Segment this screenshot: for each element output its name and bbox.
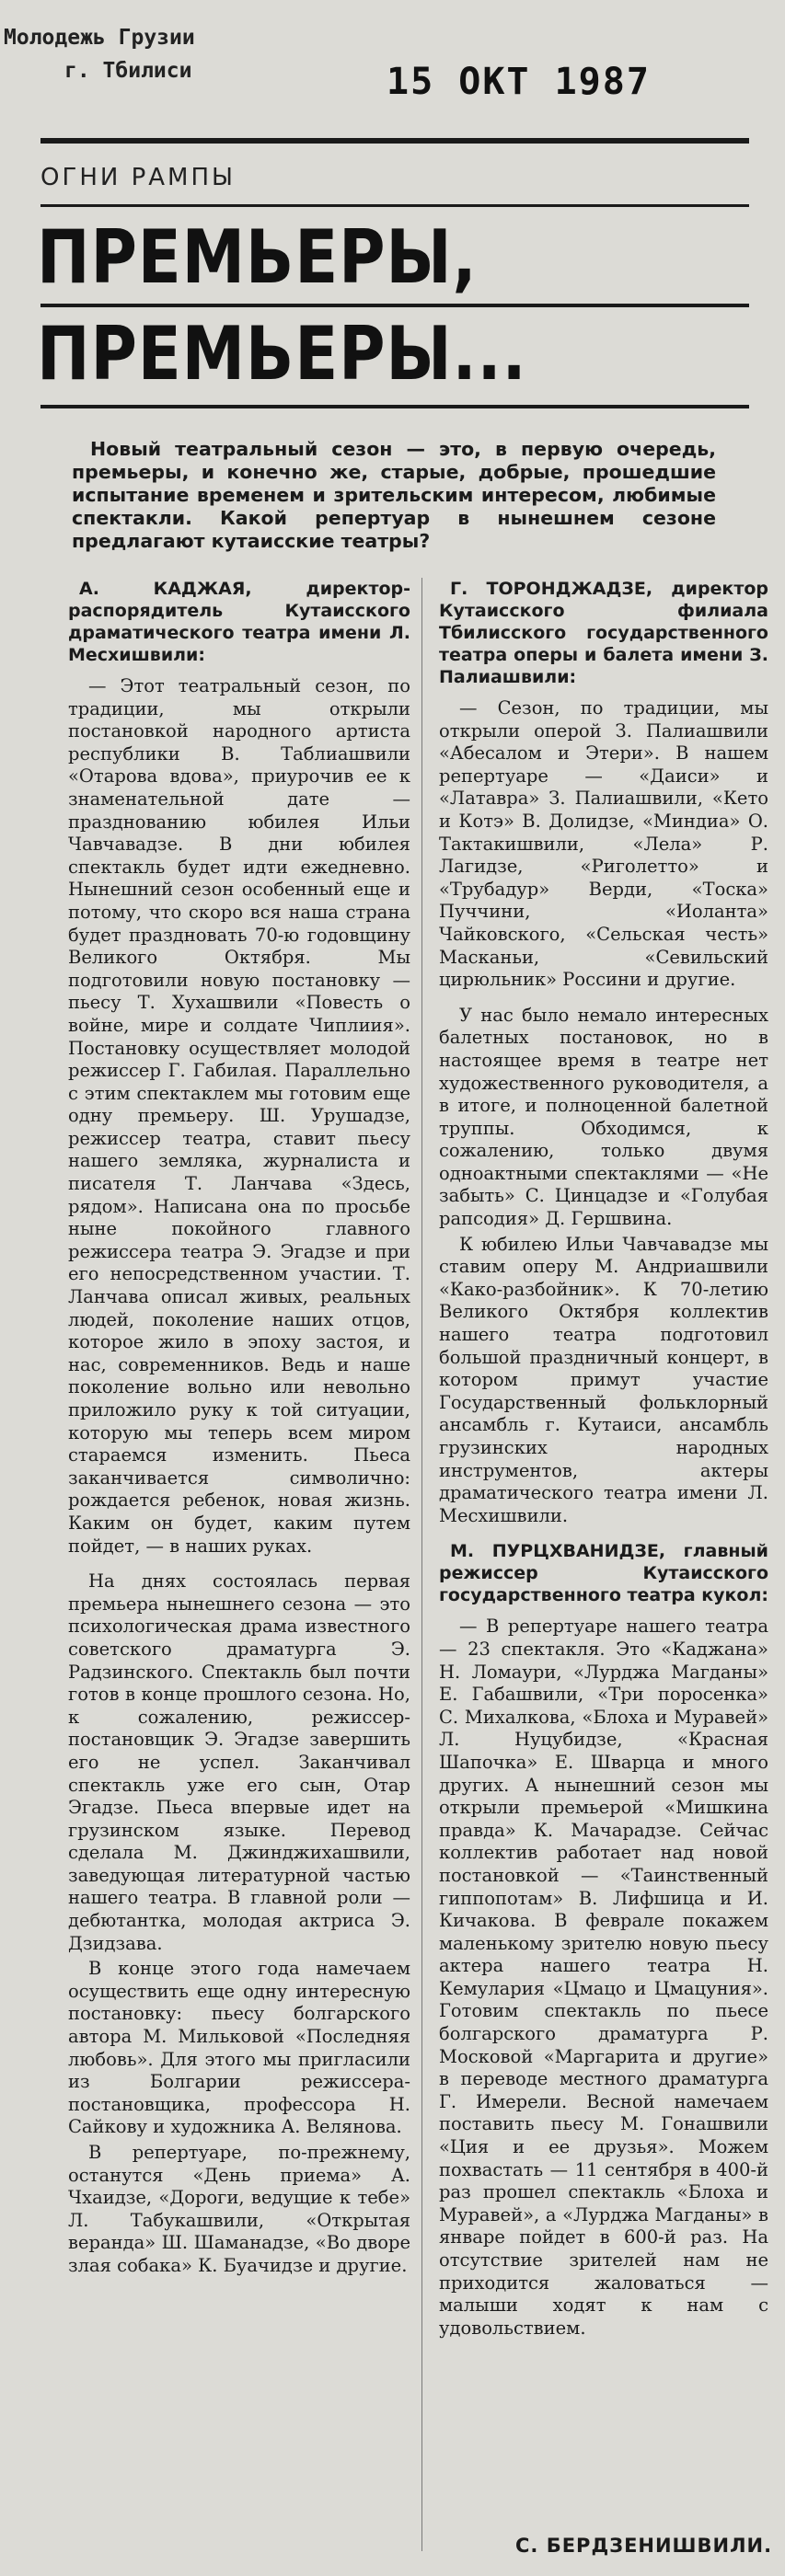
paragraph: — В репертуаре нашего театра — 23 спектакля. Это «Каджана» Н. Ломаури, «Лурджа Магданы» Е. Габашвили, «Три поросенка» С. Михалкова, «Блоха и Муравей» Л. Нуцубидзе, «Красная Шапочка» Е. Шварца и много других. А нынешний сезон мы открыли премьерой «Мишкина правда» К. Мачарадзе. Сейчас коллектив работает над новой постановкой — «Таинственный гиппопотам» В. Лифшица и И. Кичакова. В феврале покажем маленькому зрителю новую пьесу актера нашего театра Н. Кемулария «Цмацо и Цмацуния». Готовим спектакль по пьесе болгарского драматурга Р. Московой «Маргарита и другие» в переводе местного драматурга Г. Имерели. Весной намечаем поставить пьесу М. Гонашвили «Ция и ее друзья». Можем похвастать — 11 сентября в 400-й раз прошел спектакль «Блоха и Муравей», а «Лурджа Магданы» в январе пойдет в 600-й раз. На отсутствие зрителей нам не приходится жаловаться — малыши ходят к нам с удовольствием. <box>439 1616 768 2339</box>
headline-line-2: ПРЕМЬЕРЫ... <box>37 311 527 397</box>
paragraph: — Сезон, по традиции, мы открыли оперой З. Палиашвили «Абесалом и Этери». В нашем репертуаре — «Даиси» и «Латавра» З. Палиашвили, «Кето и Котэ» В. Долидзе, «Миндиа» О. Тактакишвили, «Лела» Р. Лагидзе, «Риголетто» и «Трубадур» Верди, «Тоска» Пуччини, «Иоланта» Чайковского, «Сельская честь» Масканьи, «Севильский цирюльник» Россини и другие. <box>439 697 768 991</box>
interviewee-torondzhadze: Г. ТОРОНДЖАДЗЕ, директор Кутаисского филиала Тбилисского государственного театра оперы и балета имени З. Палиашвили: <box>439 579 768 687</box>
paragraph: На днях состоялась первая премьера нынешнего сезона — это психологическая драма известного советского драматурга Э. Радзинского. Спектакль был почти готов в конце прошлого сезона. Но, к сожалению, режиссер-постановщик Э. Эгадзе завершить его не успел. Заканчивал спектакль уже его сын, Отар Эгадзе. Пьеса впервые идет на грузинском языке. Перевод сделала М. Джинджихашвили, заведующая литературной частью нашего театра. В главной роли — дебютантка, молодая актриса Э. Дзидзава. <box>68 1570 410 1954</box>
paragraph: В репертуаре, по-прежнему, останутся «День приема» А. Чхаидзе, «Дороги, ведущие к тебе» Л. Табукашвили, «Открытая веранда» Ш. Шаманадзе, «Во дворе злая собака» К. Буачидзе и другие. <box>68 2142 410 2276</box>
rubric: ОГНИ РАМПЫ <box>40 164 236 191</box>
paragraph: У нас было немало интересных балетных постановок, но в настоящее время в театре нет художественного руководителя, а в итоге, и полноценной балетной труппы. Обходимся, к сожалению, только двумя одноактными спектаклями — «Не забыть» С. Цинцадзе и «Голубая рапсодия» Д. Гершвина. <box>439 1004 768 1230</box>
paragraph: К юбилею Ильи Чавчавадзе мы ставим оперу М. Андриашвили «Како-разбойник». К 70-летию Великого Октября коллектив нашего театра подготовил большой праздничный концерт, в котором примут участие Государственный фольклорный ансамбль г. Кутаиси, ансамбль грузинских народных инструментов, актеры драматического театра имени Л. Месхишвили. <box>439 1233 768 1526</box>
date-stamp: 15 ОКТ 1987 <box>387 61 651 103</box>
interviewee-purtskhvanidze: М. ПУРЦХВАНИДЗЕ, главный режиссер Кутаисского государственного театра кукол: <box>439 1541 768 1606</box>
headline-line-1: ПРЕМЬЕРЫ, <box>37 214 478 300</box>
column-left <box>68 578 410 2281</box>
paragraph: — Этот театральный сезон, по традиции, мы открыли постановкой народного артиста республики В. Таблиашвили «Отарова вдова», приурочив ее к знаменательной дате — празднованию юбилея Ильи Чавчавадзе. В дни юбилея спектакль будет идти ежедневно. Нынешний сезон особенный еще и потому, что скоро вся наша страна будет праздновать 70-ю годовщину Великого Октября. Мы подготовили новую постановку — пьесу Т. Хухашвили «Повесть о войне, мире и солдате Чиплиия». Постановку осуществляет молодой режиссер Г. Габилая. Параллельно с этим спектаклем мы готовим еще одну премьеру. Ш. Урушадзе, режиссер театра, ставит пьесу нашего земляка, журналиста и писателя Т. Ланчава «Здесь, рядом». Написана она по просьбе ныне покойного главного режиссера театра Э. Эгадзе и при его непосредственном участии. Т. Ланчава описал живых, реальных людей, поколение наших отцов, которое жило в эпоху застоя, и нас, современников. Ведь и наше поколение вольно или невольно приложило руку к той ситуации, которую мы теперь всем миром стараемся изменить. Пьеса заканчивается символично: рождается ребенок, новая жизнь. Каким он будет, каким путем пойдет, — в наших руках. <box>68 675 410 1557</box>
column-right <box>439 578 768 2342</box>
headline-bottom-rule <box>40 405 749 408</box>
article-lead: Новый театральный сезон — это, в первую очередь, премьеры, и конечно же, старые, добрые, прошедшие испытание временем и зрительским интересом, любимые спектакли. Какой репертуар в нынешнем сезоне предлагают кутаисские театры? <box>72 438 716 552</box>
city-stamp: г. Тбилиси <box>64 59 192 83</box>
column-divider <box>421 578 422 2551</box>
source-stamp: Молодежь Грузии <box>4 26 195 50</box>
paragraph: В конце этого года намечаем осуществить еще одну интересную постановку: пьесу болгарского автора М. Мильковой «Последняя любовь». Для этого мы пригласили из Болгарии режиссера-постановщика, профессора Н. Сайкову и художника А. Велянова. <box>68 1958 410 2138</box>
rubric-rule <box>40 204 749 207</box>
top-rule <box>40 138 749 144</box>
author-signature: С. БЕРДЗЕНИШВИЛИ. <box>515 2535 773 2557</box>
interviewee-kadzhaya: А. КАДЖАЯ, директор-распорядитель Кутаисского драматического театра имени Л. Месхишвили: <box>68 579 410 665</box>
headline-rule <box>40 304 749 307</box>
